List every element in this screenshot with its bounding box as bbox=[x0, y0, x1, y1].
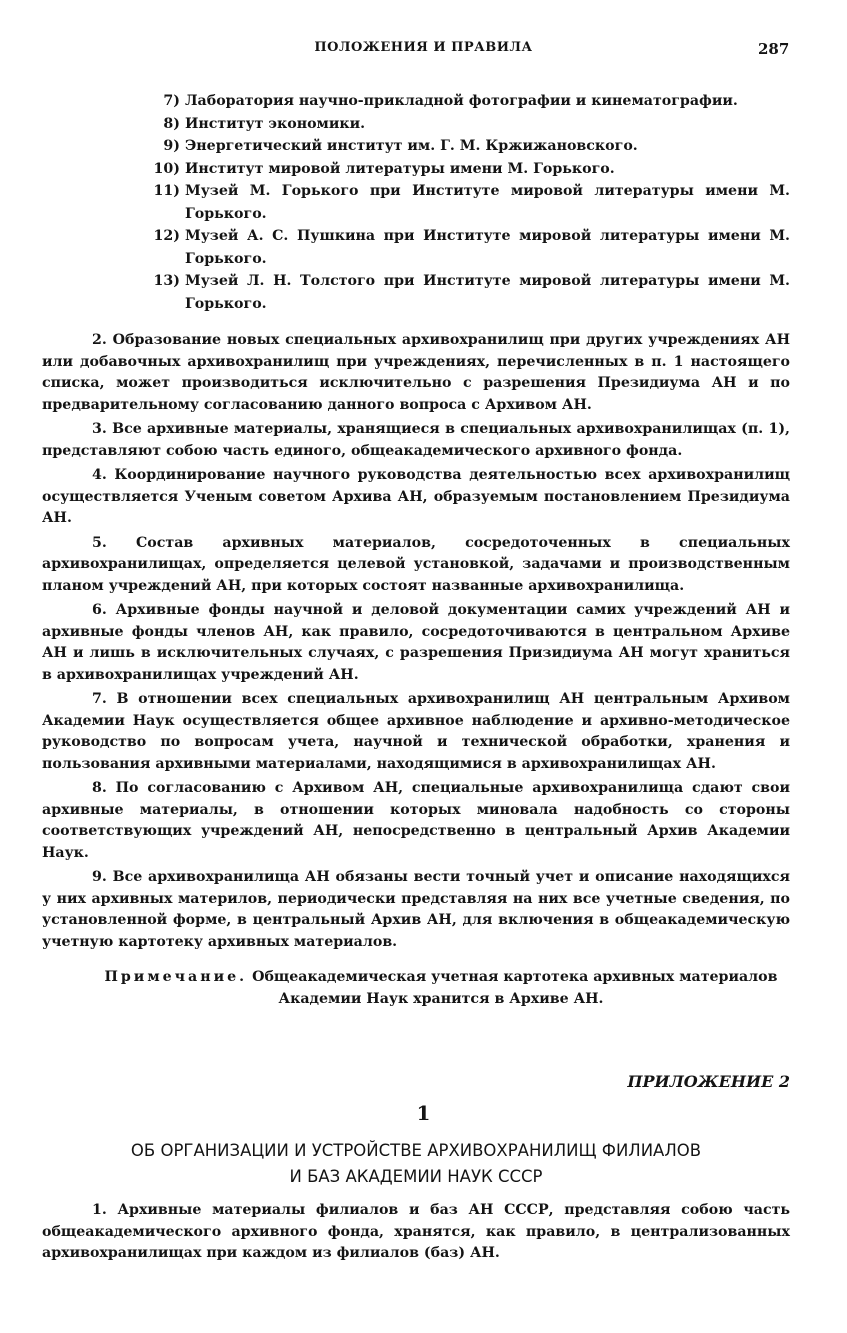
appendix-text bbox=[42, 1200, 790, 1268]
section-title-line: И БАЗ АКАДЕМИИ НАУК СССР bbox=[289, 1167, 543, 1186]
list-item-number: 10) bbox=[153, 160, 180, 177]
list-item-text: Музей М. Горького при Институте мировой литературы имени М. Горького. bbox=[185, 183, 790, 222]
list-item-text: Энергетический институт им. Г. М. Кржижановского. bbox=[185, 138, 638, 154]
appendix-label: ПРИЛОЖЕНИЕ 2 bbox=[627, 1072, 790, 1091]
paragraph-9: 9. Все архивохранилища АН обязаны вести точный учет и описание находящихся у них архивных материлов, периодически представляя на них все учетные сведения, по установленной форме, в центральный Архив АН, для включения в общеакадемическую учетную картотеку архивных материалов. bbox=[42, 869, 790, 950]
paragraph-5: 5. Состав архивных материалов, сосредоточенных в специальных архивохранилищах, определяется целевой установкой, задачами и производственным планом учреждений АН, при которых состоят названные архивохранилища. bbox=[42, 534, 790, 594]
list-item-text: Музей Л. Н. Толстого при Институте мировой литературы имени М. Горького. bbox=[185, 273, 790, 312]
note-label: Примечание. bbox=[104, 969, 248, 985]
list-item bbox=[140, 135, 790, 158]
list-item bbox=[140, 225, 790, 270]
paragraph-3: 3. Все архивные материалы, хранящиеся в специальных архивохранилищах (п. 1), представляют собою часть единого, общеакадемического архивного фонда. bbox=[42, 421, 790, 459]
section-number: 1 bbox=[416, 1101, 431, 1125]
paragraph-4: 4. Координирование научного руководства деятельностью всех архивохранилищ осуществляется Ученым советом Архива АН, образуемым постановлением Президиума АН. bbox=[42, 467, 790, 526]
list-item bbox=[140, 270, 790, 315]
list-item bbox=[140, 158, 790, 181]
running-title: ПОЛОЖЕНИЯ И ПРАВИЛА bbox=[314, 40, 533, 55]
list-item-number: 9) bbox=[163, 138, 180, 154]
paragraph-8: 8. По согласованию с Архивом АН, специальные архивохранилища сдают свои архивные материалы, в отношении которых миновала надобность со стороны соответствующих учреждений АН, непосредственно в центральный Архив Академии Наук. bbox=[42, 780, 790, 861]
note-text: Общеакадемическая учетная картотека архивных материалов Академии Наук хранится в Архиве АН. bbox=[247, 969, 778, 1007]
page-number: 287 bbox=[758, 40, 790, 58]
main-text bbox=[42, 330, 790, 1010]
note bbox=[42, 967, 790, 1010]
list-item-number: 12) bbox=[153, 228, 180, 244]
list-item-text: Музей А. С. Пушкина при Институте мировой литературы имени М. Горького. bbox=[185, 228, 790, 267]
appendix-paragraph-1: 1. Архивные материалы филиалов и баз АН СССР, представляя собою часть общеакадемического архивного фонда, хранятся, как правило, в централизованных архивохранилищах при каждом из филиалов (баз) АН. bbox=[42, 1202, 790, 1261]
paragraph-6: 6. Архивные фонды научной и деловой документации самих учреждений АН и архивные фонды членов АН, как правило, сосредоточиваются в центральном Архиве АН и лишь в исключительных случаях, с разрешения Призидиума АН могут храниться в архивохранилищах учреждений АН. bbox=[42, 602, 790, 683]
section-title-line: ОБ ОРГАНИЗАЦИИ И УСТРОЙСТВЕ АРХИВОХРАНИЛИЩ ФИЛИАЛОВ bbox=[130, 1141, 702, 1160]
institution-list bbox=[140, 90, 790, 315]
list-item-text: Лаборатория научно-прикладной фотографии и кинематографии. bbox=[185, 93, 738, 109]
list-item-number: 7) bbox=[163, 93, 180, 109]
list-item bbox=[140, 90, 790, 113]
section-title bbox=[42, 1138, 790, 1190]
paragraph-7: 7. В отношении всех специальных архивохранилищ АН центральным Архивом Академии Наук осуществляется общее архивное наблюдение и архивно-методическое руководство по вопросам учета, научной и технической обработки, хранения и пользования архивными материалами, находящимися в архивохранилищах АН. bbox=[42, 691, 790, 772]
list-item-text: Институт экономики. bbox=[185, 115, 366, 132]
list-item-number: 13) bbox=[153, 273, 180, 289]
list-item bbox=[140, 113, 790, 136]
paragraph-2: 2. Образование новых специальных архивохранилищ при других учреждениях АН или добавочных архивохранилищ при учреждениях, перечисленных в п. 1 настоящего списка, может производиться исключительно с разрешения Президиума АН и по предварительному согласованию данного вопроса с Архивом АН. bbox=[42, 332, 790, 413]
list-item bbox=[140, 180, 790, 225]
list-item-number: 11) bbox=[153, 183, 180, 199]
list-item-number: 8) bbox=[163, 115, 180, 132]
list-item-text: Институт мировой литературы имени М. Горького. bbox=[185, 160, 615, 177]
